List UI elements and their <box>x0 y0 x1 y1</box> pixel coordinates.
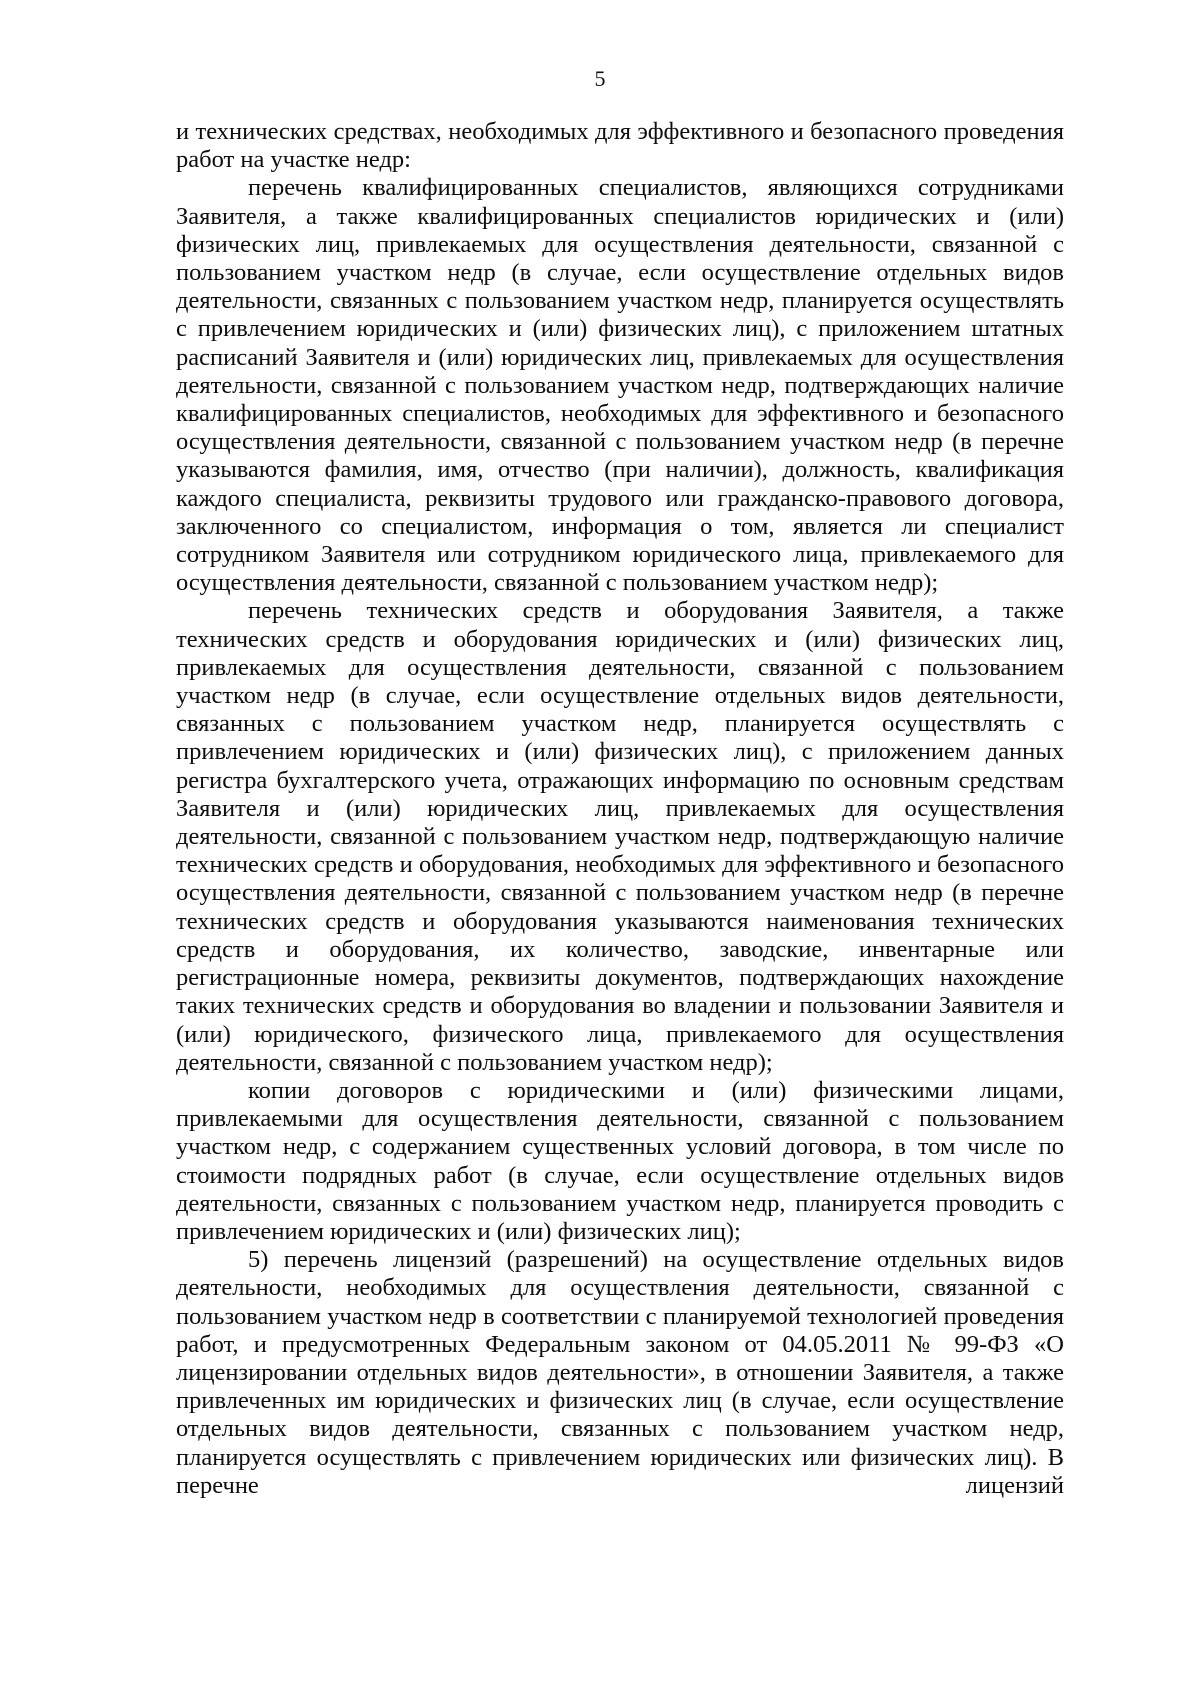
text-line: привлеченных им юридических и физических лиц (в случае, если осуществление <box>176 1387 1064 1415</box>
text-line: связанной с пользованием участком недр (в перечне технических средств <box>176 879 1065 935</box>
text-line: и (или) физических лиц), с приложением данных регистра бухгалтерского учета, <box>176 738 1065 794</box>
paragraph-2-specialists-list <box>176 174 1064 597</box>
text-line: привлекаемого для осуществления деятельности, связанной с пользованием участком <box>176 1020 1064 1076</box>
text-line: участком недр, планируется осуществлять с привлечением юридических <box>176 710 1064 766</box>
text-line: 5) перечень лицензий (разрешений) на осуществление отдельных видов <box>248 1246 1064 1274</box>
text-line: участком недр, подтверждающую наличие технических средств и оборудования, <box>176 823 1064 879</box>
text-line: для осуществления деятельности, связанной с пользованием участком недр (в случае, <box>176 653 1065 710</box>
text-line: с пользованием участком недр, планируется проводить с привлечением юридических <box>176 1189 1064 1245</box>
text-line: Заявителя, а также квалифицированных специалистов юридических <box>176 202 957 230</box>
document-body <box>176 118 1064 1500</box>
paragraph-3-equipment-list <box>176 597 1064 1076</box>
text-line: документов, подтверждающих нахождение таких технических средств и оборудования <box>176 964 1065 1020</box>
text-line: «О лицензировании отдельных видов деятельности», в отношении Заявителя, а также <box>176 1330 1064 1386</box>
text-line: перечень технических средств и оборудования Заявителя, а также технических <box>176 597 1064 653</box>
text-line: сотрудником Заявителя или сотрудником юридического лица, привлекаемого <box>176 541 1017 569</box>
text-line: деятельности, связанной с пользованием участком недр, подтверждающих наличие <box>176 371 1064 399</box>
paragraph-4-contracts <box>176 1077 1064 1246</box>
text-line: работ, и предусмотренных Федеральным законом от 04.05.2011 № 99-ФЗ <box>176 1330 1019 1358</box>
text-line: для осуществления деятельности, связанной с пользованием участком недр); <box>176 541 1065 597</box>
text-line: и технических средствах, необходимых для эффективного и безопасного проведения <box>176 118 1064 145</box>
text-line: лиц, привлекаемых для осуществления деятельности, связанной с пользованием <box>176 794 1064 851</box>
text-line: осуществления деятельности, связанной с пользованием участком недр (в перечне <box>176 428 1064 456</box>
text-line: работ на участке недр: <box>176 146 411 174</box>
text-line: каждого специалиста, реквизиты трудового или гражданско-правового договора, <box>176 484 1064 512</box>
text-line: с пользованием участком недр (в случае, если осуществление отдельных видов <box>176 230 1064 287</box>
text-line: перечень квалифицированных специалистов, являющихся сотрудниками <box>248 174 1064 202</box>
text-line: работ (в случае, если осуществление отдельных видов деятельности, связанных <box>176 1161 1065 1217</box>
text-line: во владении и пользовании Заявителя и (или) юридического, физического лица, <box>176 992 1064 1048</box>
text-line: отражающих информацию по основным средствам Заявителя и (или) юридических <box>176 766 1064 822</box>
text-line: деятельности, необходимых для осуществления деятельности, связанной <box>176 1274 1030 1302</box>
paragraph-5-licenses <box>176 1246 1064 1500</box>
text-line: и оборудования указываются наименования технических средств и оборудования, <box>176 907 1064 963</box>
text-line: деятельности, связанных с пользованием участком недр, планируется осуществлять <box>176 287 1064 315</box>
page-number: 5 <box>594 66 606 91</box>
paragraph-1 <box>176 118 1064 174</box>
text-line: с содержанием существенных условий договора, в том числе по стоимости подрядных <box>176 1133 1065 1189</box>
text-line: копии договоров с юридическими и (или) физическими лицами, привлекаемыми <box>176 1076 1064 1133</box>
text-line: расписаний Заявителя и (или) юридических лиц, привлекаемых для осуществления <box>176 343 1064 371</box>
text-line: заключенного со специалистом, информация о том, является ли специалист <box>176 512 1064 540</box>
text-line: осуществлять с привлечением юридических или физических лиц). В перечне лицензий <box>176 1443 1065 1499</box>
text-line: указываются фамилия, имя, отчество (при наличии), должность, квалификация <box>176 456 1064 484</box>
text-line: для осуществления деятельности, связанной с пользованием участком недр, <box>176 1105 1065 1161</box>
text-line: средств и оборудования юридических и (или) физических лиц, привлекаемых <box>176 625 1064 681</box>
text-line: недр); <box>709 1048 773 1076</box>
text-line: отдельных видов деятельности, связанных с пользованием участком недр, планируется <box>176 1415 1064 1471</box>
text-line: и (или) физических лиц); <box>477 1217 741 1245</box>
text-line: квалифицированных специалистов, необходимых для эффективного и безопасного <box>176 400 1064 428</box>
text-line: и (или) физических лиц, привлекаемых для осуществления деятельности, связанной <box>176 202 1064 258</box>
text-line: с пользованием участком недр в соответствии с планируемой технологией проведения <box>176 1274 1065 1330</box>
text-line: если осуществление отдельных видов деятельности, связанных с пользованием <box>176 682 1065 738</box>
text-line: с привлечением юридических и (или) физических лиц), с приложением штатных <box>176 315 1064 343</box>
text-line: необходимых для эффективного и безопасного осуществления деятельности, <box>176 851 1064 907</box>
text-line: их количество, заводские, инвентарные или регистрационные номера, реквизиты <box>176 935 1065 992</box>
